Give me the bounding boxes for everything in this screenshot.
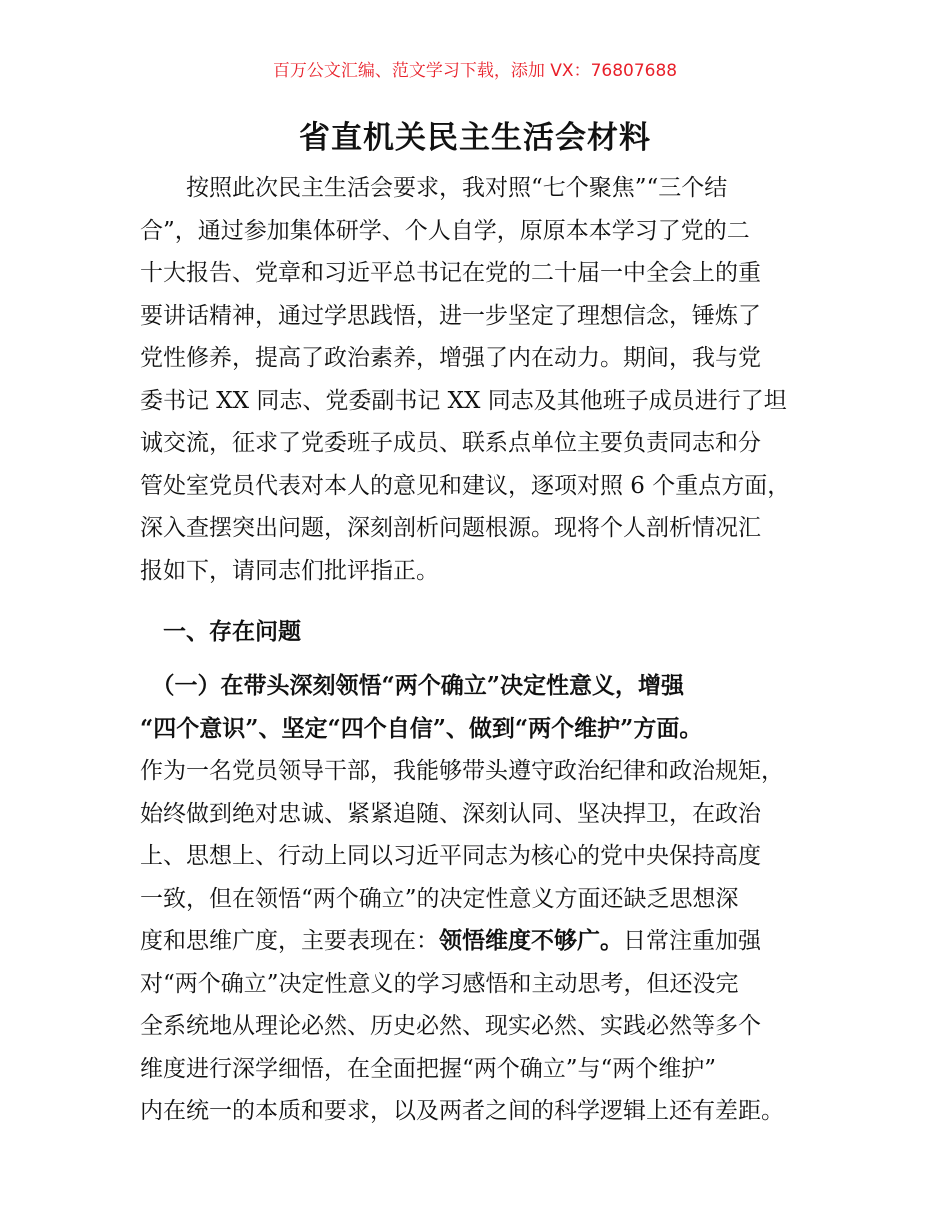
paragraph-line (140, 513, 830, 543)
paragraph-line (140, 258, 830, 288)
text-segment: 对“两个确立”决定性意义的学习感悟和主动思考，但还没完 (140, 970, 739, 997)
text-segment: 十大报告、党章和习近平总书记在党的二十届一中全会上的重 (140, 260, 761, 286)
text-segment: 合”，通过参加集体研学、个人自学，原原本本学习了党的二 (140, 217, 750, 244)
text-segment: 作为一名党员领导干部，我能够带头遵守政治纪律和政治规矩， (140, 758, 784, 784)
paragraph-line (140, 428, 830, 458)
text-segment: 诚交流，征求了党委班子成员、联系点单位主要负责同志和分 (140, 430, 761, 456)
watermark-header: 百万公文汇编、范文学习下载，添加 VX：76807688 (272, 61, 678, 81)
section-heading (140, 617, 830, 647)
paragraph-line (140, 1054, 830, 1084)
paragraph-line (140, 173, 830, 203)
text-segment: 报如下，请同志们批评指正。 (140, 557, 439, 584)
paragraph-line (140, 841, 830, 871)
text-segment: 全系统地从理论必然、历史必然、现实必然、实践必然等多个 (140, 1013, 761, 1039)
document-title: 省直机关民主生活会材料 (299, 120, 651, 156)
text-segment: 深入查摆突出问题，深刻剖析问题根源。现将个人剖析情况汇 (140, 515, 761, 541)
text-segment: 始终做到绝对忠诚、紧紧追随、深刻认同、坚决捍卫，在政治 (140, 800, 761, 827)
text-segment: 度和思维广度，主要表现在： (140, 928, 439, 954)
paragraph-line (140, 216, 830, 246)
paragraph-line (140, 1011, 830, 1041)
text-segment: 维度进行深学细悟，在全面把握“两个确立”与“两个维护” (140, 1055, 717, 1082)
text-segment: 一、存在问题 (140, 618, 301, 645)
text-segment: 管处室党员代表对本人的意见和建议，逐项对照 6 个重点方面， (140, 472, 791, 499)
text-segment: 日常注重加强 (623, 928, 761, 954)
text-segment: 委书记 XX 同志、党委副书记 XX 同志及其他班子成员进行了坦 (140, 387, 787, 414)
paragraph-line (140, 301, 830, 331)
text-segment: 一致，但在领悟“两个确立”的决定性意义方面还缺乏思想深 (140, 885, 739, 912)
paragraph-line (140, 556, 830, 586)
paragraph-line (140, 471, 830, 501)
text-segment: “四个意识”、坚定“四个自信”、做到“两个维护”方面。 (140, 714, 703, 742)
text-segment: 按照此次民主生活会要求，我对照“七个聚焦”“三个结 (140, 175, 728, 201)
paragraph-line (140, 343, 830, 373)
text-segment: 领悟维度不够广。 (439, 927, 623, 954)
paragraph-line (140, 386, 830, 416)
text-segment: 上、思想上、行动上同以习近平同志为核心的党中央保持高度 (140, 843, 761, 869)
paragraph-line (140, 756, 830, 786)
paragraph-line (140, 884, 830, 914)
text-segment: 要讲话精神，通过学思践悟，进一步坚定了理想信念，锤炼了 (140, 302, 761, 329)
paragraph-line (140, 1096, 830, 1126)
text-segment: （一）在带头深刻领悟“两个确立”决定性意义，增强 (140, 672, 684, 699)
text-segment: 内在统一的本质和要求，以及两者之间的科学逻辑上还有差距。 (140, 1098, 784, 1124)
paragraph-line (140, 799, 830, 829)
paragraph-line (140, 671, 830, 701)
text-segment: 党性修养，提高了政治素养，增强了内在动力。期间，我与党 (140, 345, 761, 371)
paragraph-line (140, 969, 830, 999)
paragraph-line (140, 714, 830, 744)
paragraph-line (140, 926, 830, 956)
